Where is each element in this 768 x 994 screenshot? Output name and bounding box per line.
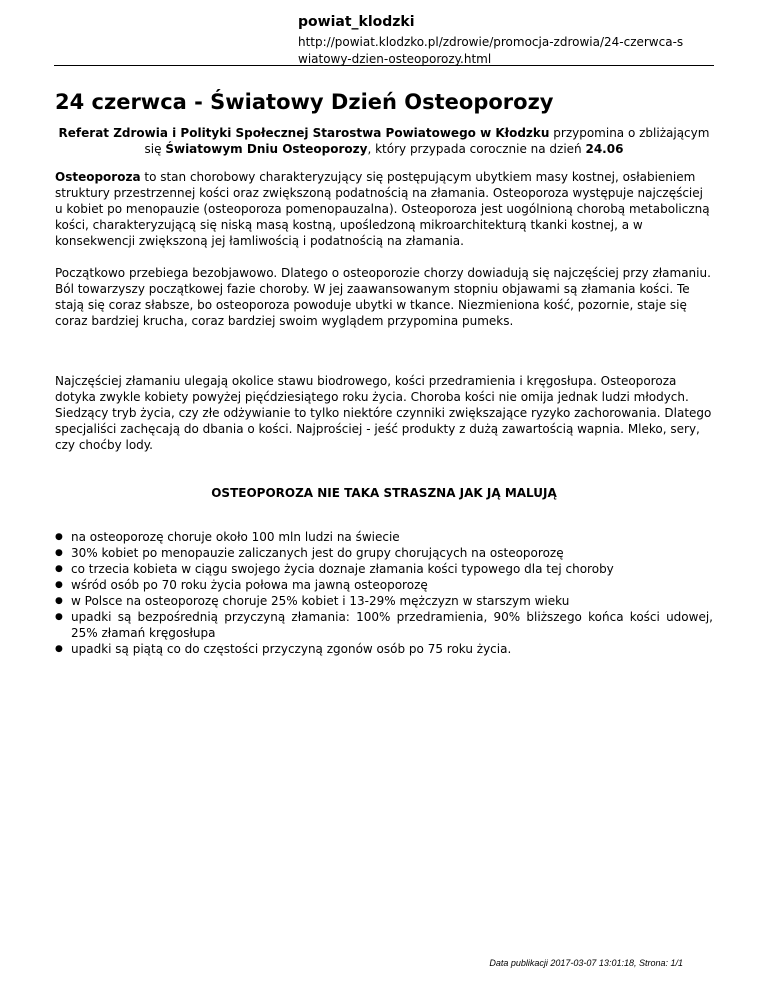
intro-organization: Referat Zdrowia i Polityki Społecznej Starostwa Powiatowego w Kłodzku [58,126,550,140]
definition-paragraph [55,169,713,249]
intro-paragraph [55,125,713,157]
list-item: ● w Polsce na osteoporozę choruje 25% kobiet i 13-29% mężczyzn w starszym wieku [71,593,713,609]
page-title: 24 czerwca - Światowy Dzień Osteoporozy [55,90,554,114]
page-url-line-1[interactable]: http://powiat.klodzko.pl/zdrowie/promocja-zdrowia/24-czerwca-s [298,35,684,49]
fractures-paragraph: Najczęściej złamaniu ulegają okolice stawu biodrowego, kości przedramienia i kręgosłupa. Osteoporoza dotyka zwykle kobiety powyżej pięćdziesiątego roku życia. Choroba kości nie omija jednak ludzi młodych. Siedzący tryb życia, czy złe odżywianie to tylko niektóre czynniki zwiększające ryzyko zachorowania. Dlatego specjaliści zachęcają do dbania o kości. Najprościej - jeść produkty z dużą zawartością wapnia. Mleko, sery, czy choćby lody. [55,374,712,452]
intro-text-2: , który przypada corocznie na dzień [367,142,586,156]
list-item: ● wśród osób po 70 roku życia połowa ma jawną osteoporozę [71,577,713,593]
intro-date: 24.06 [585,142,624,156]
list-item: ● co trzecia kobieta w ciągu swojego życia doznaje złamania kości typowego dla tej choroby [71,561,713,577]
list-item: ● 30% kobiet po menopauzie zaliczanych jest do grupy chorujących na osteoporozę [71,545,713,561]
intro-event-name: Światowym Dniu Osteoporozy [165,142,368,156]
symptoms-paragraph: Początkowo przebiega bezobjawowo. Dlatego o osteoporozie chorzy dowiadują się najczęściej przy złamaniu. Ból towarzyszy początkowej fazie choroby. W jej zaawansowanym stopniu objawami są złamania kości. Te stają się coraz słabsze, bo osteoporoza powoduje ubytki w tkance. Niezmieniona kość, pozornie, staje się coraz bardziej krucha, coraz bardziej swoim wyglądem przypomina pumeks. [55,266,711,328]
section-title: OSTEOPOROZA NIE TAKA STRASZNA JAK JĄ MALUJĄ [211,486,557,500]
definition-term: Osteoporoza [55,170,141,184]
intro-text-1: przypomina o zbliżającym się [144,126,710,156]
publication-footer: Data publikacji 2017-03-07 13:01:18, Strona: 1/1 [489,958,683,968]
list-item: ● upadki są piątą co do częstości przyczyną zgonów osób po 75 roku życia. [71,641,713,657]
spacer [55,345,713,373]
facts-list [55,529,713,657]
header-divider [54,65,714,66]
page-header [298,12,718,68]
page-url-line-2[interactable]: wiatowy-dzien-osteoporozy.html [298,52,492,66]
list-item: ● upadki są bezpośrednią przyczyną złamania: 100% przedramienia, 90% bliższego końca kości udowej, 25% złamań kręgosłupa [71,609,713,641]
site-name: powiat_klodzki [298,14,415,30]
article-content [55,88,713,657]
page-url[interactable] [298,34,718,68]
list-item: ● na osteoporozę choruje około 100 mln ludzi na świecie [71,529,713,545]
definition-text: to stan chorobowy charakteryzujący się postępującym ubytkiem masy kostnej, osłabieniem struktury przestrzennej kości oraz zwiększoną podatnością na złamania. Osteoporoza występuje najczęściej u kobiet po menopauzie (osteoporoza pomenopauzalna). Osteoporoza jest uogólnioną chorobą metaboliczną kości, charakteryzującą się niską masą kostną, upośledzoną mikroarchitekturą tkanki kostnej, a w konsekwencji zwiększoną jej łamliwością i podatnością na złamania. [55,170,710,248]
